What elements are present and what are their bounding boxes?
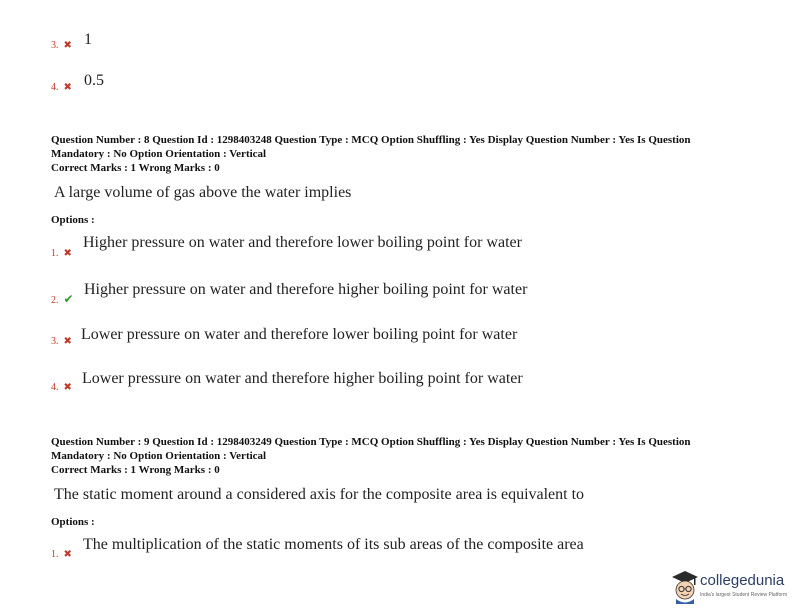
question-8-meta-line3: Correct Marks : 1 Wrong Marks : 0 bbox=[51, 162, 220, 174]
question-8-meta-line2: Mandatory : No Option Orientation : Vertical bbox=[51, 148, 267, 160]
brand-name: collegedunia bbox=[700, 572, 785, 589]
collegedunia-logo bbox=[670, 568, 788, 608]
q8-option-4-text: Lower pressure on water and therefore higher boiling point for water bbox=[82, 370, 523, 387]
prev-option-4-number: 4. ✖ bbox=[51, 82, 72, 93]
prev-option-3-number: 3. ✖ bbox=[51, 40, 72, 51]
wrong-mark-icon: ✖ bbox=[63, 248, 72, 259]
correct-check-icon: ✔ bbox=[63, 292, 74, 306]
wrong-mark-icon: ✖ bbox=[63, 82, 72, 93]
question-9-options-label: Options : bbox=[51, 516, 95, 528]
q8-option-2-text: Higher pressure on water and therefore higher boiling point for water bbox=[84, 281, 528, 298]
question-9-meta-line1: Question Number : 9 Question Id : 1298403249 Question Type : MCQ Option Shuffling : Yes Display Question Number : Yes Is Question bbox=[51, 436, 691, 448]
question-9-meta-line2: Mandatory : No Option Orientation : Vertical bbox=[51, 450, 267, 462]
wrong-mark-icon: ✖ bbox=[63, 549, 72, 560]
wrong-mark-icon: ✖ bbox=[63, 336, 72, 347]
q8-option-1-number: 1. ✖ bbox=[51, 248, 72, 259]
question-8-meta bbox=[51, 133, 771, 175]
q8-option-4-number: 4. ✖ bbox=[51, 382, 72, 393]
question-9-text: The static moment around a considered axis for the composite area is equivalent to bbox=[54, 486, 585, 503]
prev-option-4-text: 0.5 bbox=[84, 72, 104, 89]
q8-option-2-number: 2. ✔ bbox=[51, 292, 74, 306]
wrong-mark-icon: ✖ bbox=[63, 382, 72, 393]
q8-option-3-text: Lower pressure on water and therefore lower boiling point for water bbox=[81, 326, 518, 343]
question-9-meta bbox=[51, 435, 771, 477]
q9-option-1-number: 1. ✖ bbox=[51, 549, 72, 560]
q9-option-1-text: The multiplication of the static moments of its sub areas of the composite area bbox=[83, 536, 584, 553]
question-8-options-label: Options : bbox=[51, 214, 95, 226]
question-9-meta-line3: Correct Marks : 1 Wrong Marks : 0 bbox=[51, 464, 220, 476]
question-8-meta-line1: Question Number : 8 Question Id : 1298403248 Question Type : MCQ Option Shuffling : Yes Display Question Number : Yes Is Question bbox=[51, 134, 691, 146]
q8-option-1-text: Higher pressure on water and therefore lower boiling point for water bbox=[83, 234, 522, 251]
prev-option-3-text: 1 bbox=[84, 31, 92, 48]
question-8-text: A large volume of gas above the water implies bbox=[54, 184, 352, 201]
graduate-mascot-icon bbox=[670, 568, 700, 604]
q8-option-3-number: 3. ✖ bbox=[51, 336, 72, 347]
wrong-mark-icon: ✖ bbox=[63, 40, 72, 51]
brand-tagline: India's largest Student Review Platform bbox=[700, 592, 788, 598]
